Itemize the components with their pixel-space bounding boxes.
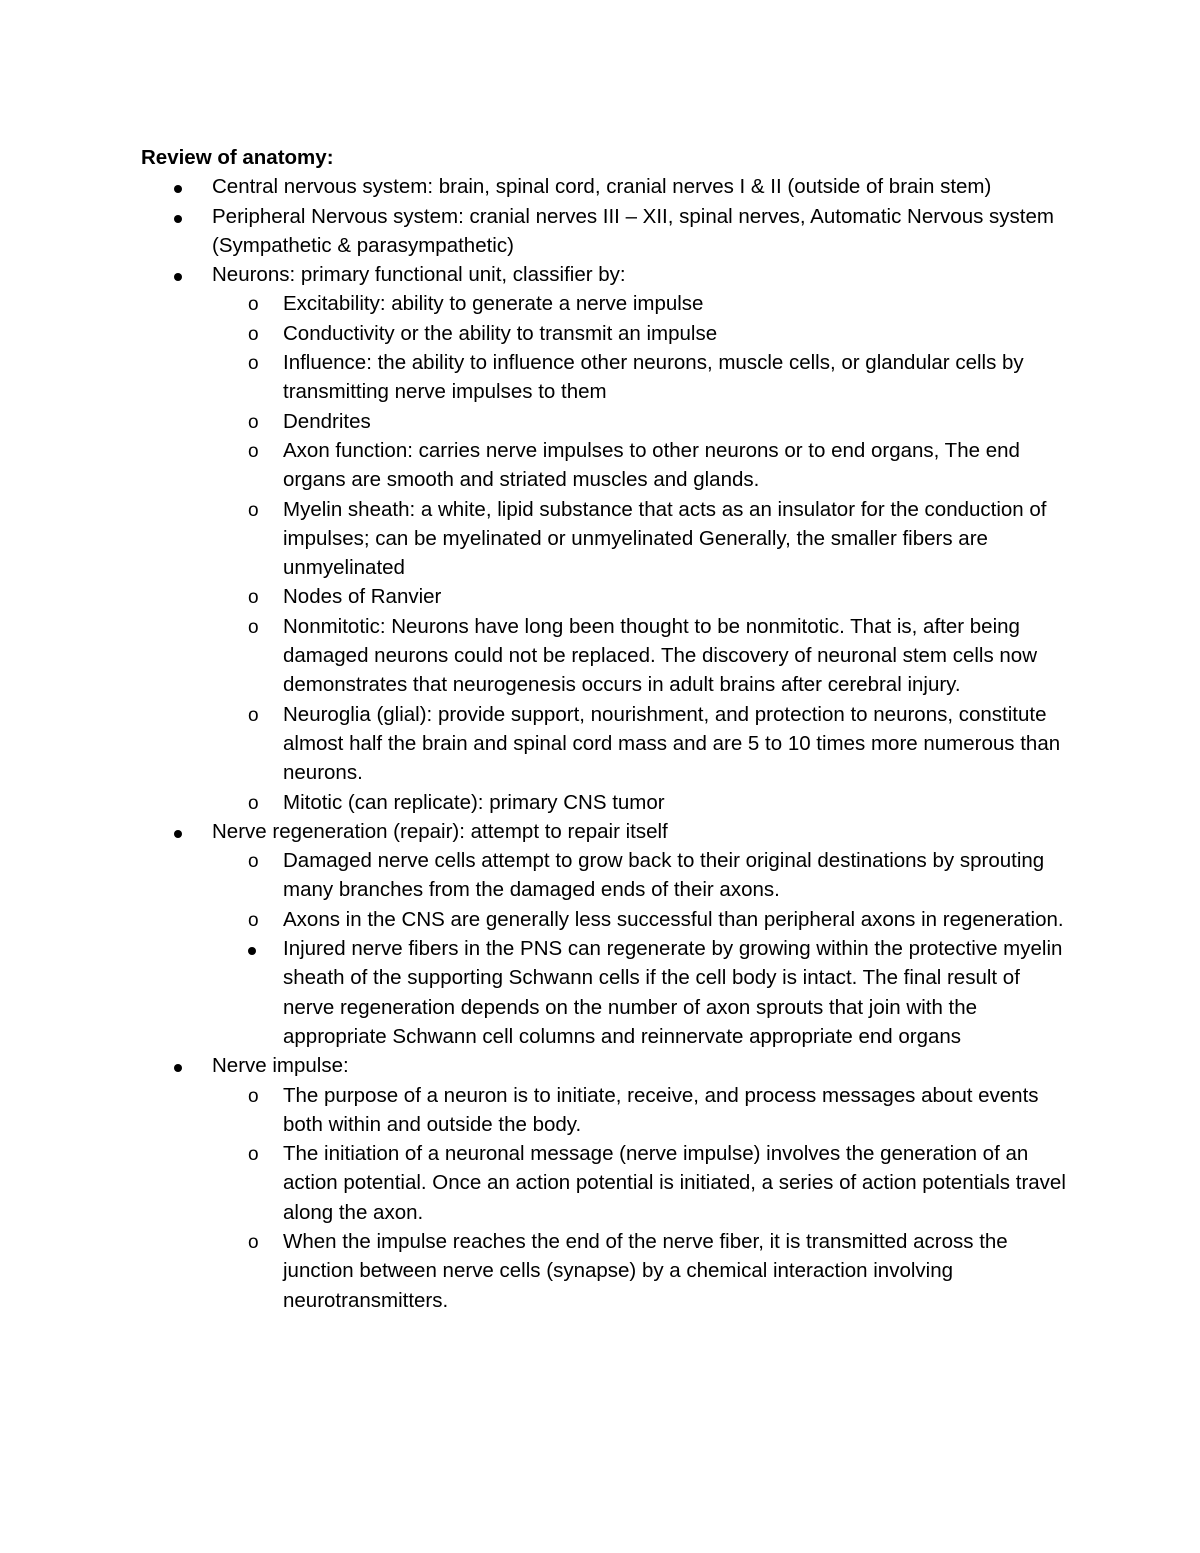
sub-outline-item-text: Excitability: ability to generate a nerve impulse bbox=[283, 292, 704, 316]
sub-outline-item bbox=[212, 905, 1071, 934]
circle-bullet-icon: o bbox=[248, 411, 259, 433]
sub-outline-item bbox=[212, 612, 1071, 700]
sub-outline-list bbox=[212, 1081, 1071, 1315]
circle-bullet-icon: o bbox=[248, 323, 259, 345]
circle-bullet-icon: o bbox=[248, 792, 259, 814]
sub-outline-list bbox=[212, 289, 1071, 816]
circle-bullet-icon: o bbox=[248, 499, 259, 521]
sub-outline-item-text: Injured nerve fibers in the PNS can regenerate by growing within the protective myelin sheath of the supporting Schwann cells if the cell body is intact. The final result of nerve regeneration depends on the number of axon sprouts that join with the appropriate Schwann cell columns and reinnervate appropriate end organs bbox=[283, 937, 1063, 1048]
sub-outline-item-text: Damaged nerve cells attempt to grow back to their original destinations by sprouting many branches from the damaged ends of their axons. bbox=[283, 849, 1045, 902]
sub-outline-item-text: When the impulse reaches the end of the nerve fiber, it is transmitted across the junction between nerve cells (synapse) by a chemical interaction involving neurotransmitters. bbox=[283, 1229, 1008, 1312]
outline-item-text: Central nervous system: brain, spinal cord, cranial nerves I & II (outside of brain stem) bbox=[212, 175, 992, 199]
bullet-icon bbox=[174, 1051, 194, 1080]
outline-list bbox=[141, 172, 1071, 1315]
outline-item bbox=[141, 172, 1071, 201]
sub-outline-item bbox=[212, 1081, 1071, 1140]
sub-outline-item-text: Neuroglia (glial): provide support, nourishment, and protection to neurons, constitute almost half the brain and spinal cord mass and are 5 to 10 times more numerous than neurons. bbox=[283, 702, 1061, 785]
sub-outline-item bbox=[212, 348, 1071, 407]
bullet-icon bbox=[174, 817, 194, 846]
sub-outline-item-text: Myelin sheath: a white, lipid substance that acts as an insulator for the conduction of impulses; can be myelinated or unmyelinated Generally, the smaller fibers are unmyelinated bbox=[283, 497, 1047, 580]
sub-outline-item bbox=[212, 846, 1071, 905]
outline-item bbox=[141, 1051, 1071, 1315]
circle-bullet-icon: o bbox=[248, 440, 259, 462]
document-heading: Review of anatomy: bbox=[141, 146, 334, 169]
sub-outline-item bbox=[212, 788, 1071, 817]
outline-item bbox=[141, 202, 1071, 261]
circle-bullet-icon: o bbox=[248, 616, 259, 638]
circle-bullet-icon: o bbox=[248, 704, 259, 726]
sub-outline-item-text: Conductivity or the ability to transmit an impulse bbox=[283, 321, 718, 345]
sub-outline-item bbox=[212, 700, 1071, 788]
outline-item bbox=[141, 817, 1071, 1051]
sub-outline-item-text: Influence: the ability to influence other neurons, muscle cells, or glandular cells by transmitting nerve impulses to them bbox=[283, 351, 1024, 404]
circle-bullet-icon: o bbox=[248, 294, 259, 316]
sub-outline-item bbox=[212, 407, 1071, 436]
bullet-icon bbox=[248, 934, 268, 963]
sub-outline-item bbox=[212, 1227, 1071, 1315]
sub-outline-item-text: Dendrites bbox=[283, 409, 371, 433]
bullet-icon bbox=[174, 202, 194, 231]
outline-item-text: Peripheral Nervous system: cranial nerves III – XII, spinal nerves, Automatic Nervous system (Sympathetic & parasympathetic) bbox=[212, 204, 1054, 257]
sub-outline-item-text: Axons in the CNS are generally less successful than peripheral axons in regeneration. bbox=[283, 907, 1064, 931]
outline-item-text: Nerve impulse: bbox=[212, 1054, 349, 1078]
outline-item-text: Neurons: primary functional unit, classifier by: bbox=[212, 263, 626, 287]
sub-outline-item-text: The initiation of a neuronal message (nerve impulse) involves the generation of an action potential. Once an action potential is initiated, a series of action potentials travel along the axon. bbox=[283, 1142, 1066, 1224]
outline-item bbox=[141, 260, 1071, 817]
sub-outline-item bbox=[212, 436, 1071, 495]
sub-outline-item-text: Nonmitotic: Neurons have long been thought to be nonmitotic. That is, after being damaged neurons could not be replaced. The discovery of neuronal stem cells now demonstrates that neurogenesis occurs in adult brains after cerebral injury. bbox=[283, 614, 1038, 697]
circle-bullet-icon: o bbox=[248, 353, 259, 375]
circle-bullet-icon: o bbox=[248, 1144, 259, 1166]
sub-outline-item-text: Nodes of Ranvier bbox=[283, 585, 442, 609]
bullet-icon bbox=[174, 260, 194, 289]
sub-outline-item-text: Mitotic (can replicate): primary CNS tumor bbox=[283, 790, 665, 814]
sub-outline-list bbox=[212, 846, 1071, 1051]
outline-item-text: Nerve regeneration (repair): attempt to repair itself bbox=[212, 819, 668, 843]
circle-bullet-icon: o bbox=[248, 587, 259, 609]
sub-outline-item bbox=[212, 289, 1071, 318]
sub-outline-item bbox=[212, 934, 1071, 1051]
sub-outline-item bbox=[212, 582, 1071, 611]
sub-outline-item bbox=[212, 1139, 1071, 1227]
bullet-icon bbox=[174, 172, 194, 201]
circle-bullet-icon: o bbox=[248, 1231, 259, 1253]
sub-outline-item-text: Axon function: carries nerve impulses to other neurons or to end organs, The end organs are smooth and striated muscles and glands. bbox=[283, 438, 1020, 492]
circle-bullet-icon: o bbox=[248, 851, 259, 873]
sub-outline-item bbox=[212, 495, 1071, 583]
circle-bullet-icon: o bbox=[248, 909, 259, 931]
sub-outline-item bbox=[212, 319, 1071, 348]
document-body bbox=[141, 143, 1071, 1315]
circle-bullet-icon: o bbox=[248, 1085, 259, 1107]
sub-outline-item-text: The purpose of a neuron is to initiate, receive, and process messages about events both within and outside the body. bbox=[283, 1083, 1039, 1136]
